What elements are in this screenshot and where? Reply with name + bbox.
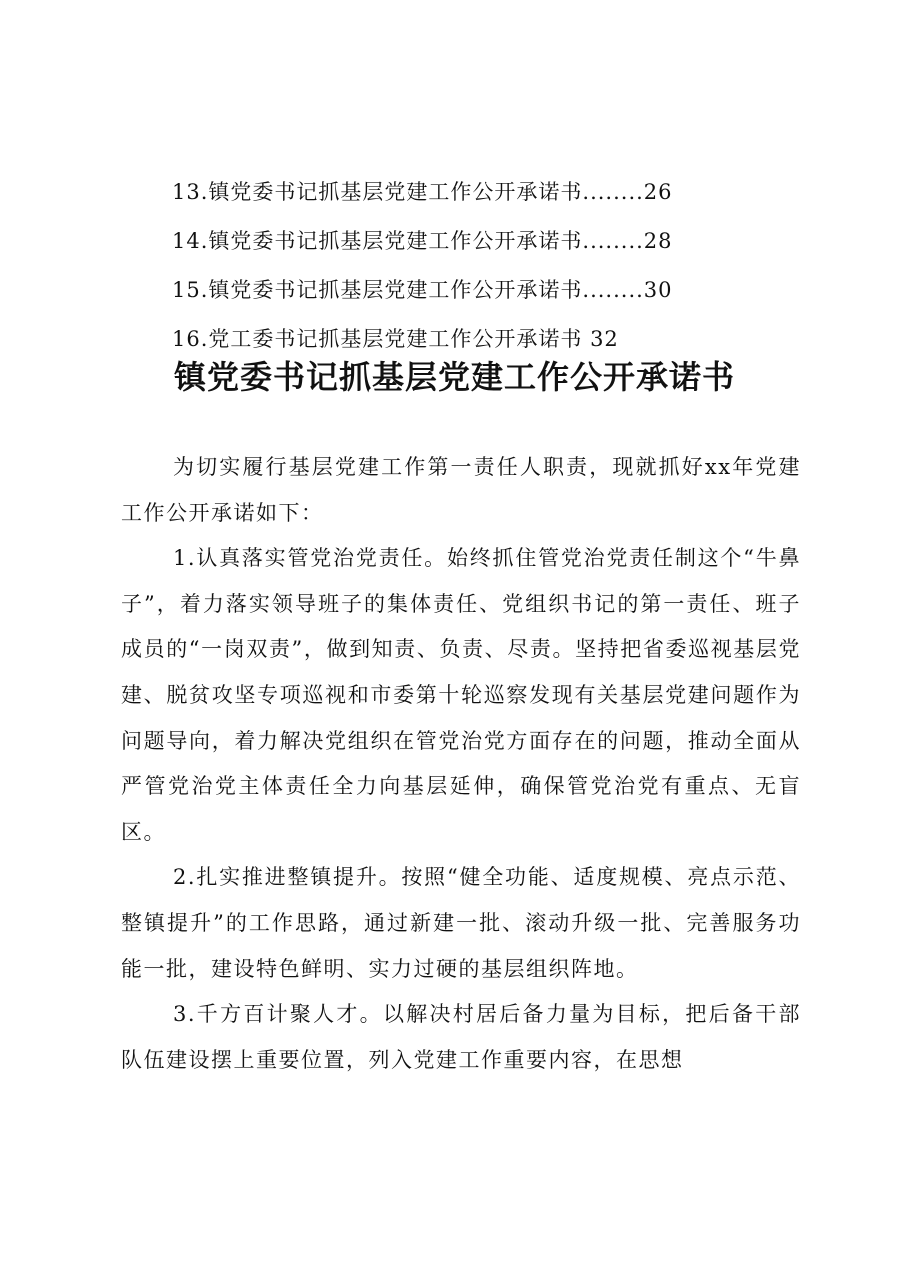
document-body [121,445,801,1083]
table-of-contents [172,168,792,364]
commitment-paragraph-3: 3.千方百计聚人才。以解决村居后备力量为目标，把后备干部队伍建设摆上重要位置，列入党建工作重要内容，在思想 [121,1002,801,1072]
toc-entry-13[interactable]: 13.镇党委书记抓基层党建工作公开承诺书........26 [172,180,673,204]
toc-entry-15[interactable]: 15.镇党委书记抓基层党建工作公开承诺书........30 [172,278,673,302]
document-title: 镇党委书记抓基层党建工作公开承诺书 [173,358,735,396]
intro-paragraph: 为切实履行基层党建工作第一责任人职责，现就抓好xx年党建工作公开承诺如下： [121,455,801,525]
commitment-paragraph-2: 2.扎实推进整镇提升。按照“健全功能、适度规模、亮点示范、整镇提升”的工作思路，通过新建一批、滚动升级一批、完善服务功能一批，建设特色鲜明、实力过硬的基层组织阵地。 [121,865,801,981]
commitment-paragraph-1: 1.认真落实管党治党责任。始终抓住管党治党责任制这个“牛鼻子”，着力落实领导班子的集体责任、党组织书记的第一责任、班子成员的“一岗双责”，做到知责、负责、尽责。坚持把省委巡视基层党建、脱贫攻坚专项巡视和市委第十轮巡察发现有关基层党建问题作为问题导向，着力解决党组织在管党治党方面存在的问题，推动全面从严管党治党主体责任全力向基层延伸，确保管党治党有重点、无盲区。 [121,546,801,844]
toc-entry-16[interactable]: 16.党工委书记抓基层党建工作公开承诺书 32 [172,327,619,351]
toc-entry-14[interactable]: 14.镇党委书记抓基层党建工作公开承诺书........28 [172,229,673,253]
